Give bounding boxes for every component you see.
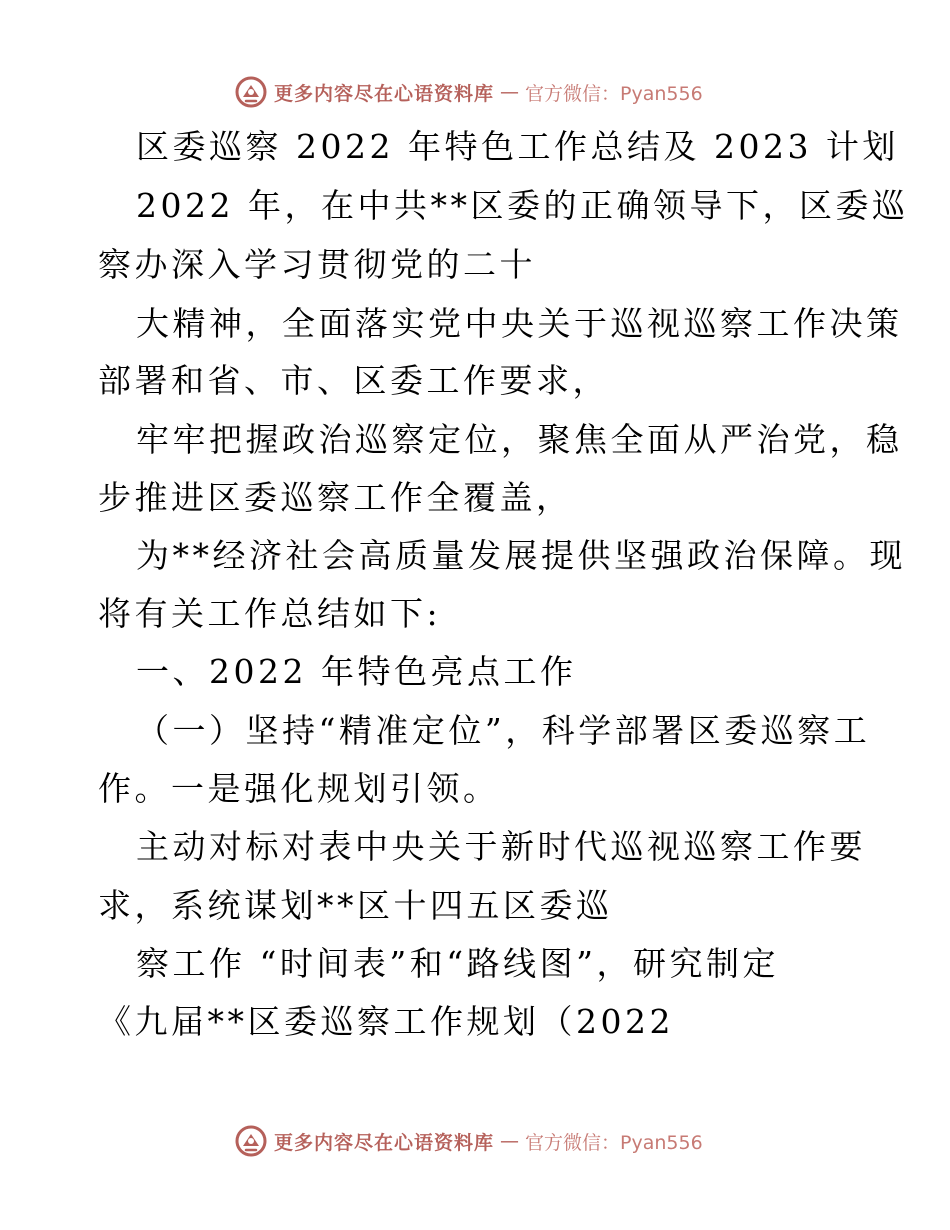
body-line-6: 步推进区委巡察工作全覆盖， bbox=[98, 478, 573, 517]
body-line-2: 察办深入学习贯彻党的二十 bbox=[98, 245, 536, 284]
body-line-13: 求，系统谋划**区十四五区委巡 bbox=[98, 886, 613, 925]
watermark-brand-text: 更多内容尽在心语资料库 bbox=[274, 1131, 495, 1154]
brand-logo-icon bbox=[234, 1124, 268, 1158]
body-line-12: 主动对标对表中央关于新时代巡视巡察工作要 bbox=[136, 827, 866, 866]
footer-watermark bbox=[234, 1121, 703, 1161]
body-line-8: 将有关工作总结如下: bbox=[98, 594, 442, 633]
section-heading-1: 一、2022 年特色亮点工作 bbox=[136, 652, 577, 691]
watermark-contact-text: 官方微信：Pyan556 bbox=[525, 1131, 703, 1154]
body-line-11: 作。一是强化规划引领。 bbox=[98, 769, 500, 808]
subsection-heading-1: （一）坚持“精准定位”，科学部署区委巡察工 bbox=[136, 711, 871, 750]
brand-logo-icon bbox=[234, 75, 268, 109]
watermark-dash: — bbox=[500, 1130, 520, 1152]
body-line-1: 2022 年，在中共**区委的正确领导下，区委巡 bbox=[136, 186, 909, 225]
watermark-brand-text: 更多内容尽在心语资料库 bbox=[274, 82, 495, 105]
document-title: 区委巡察 2022 年特色工作总结及 2023 计划 bbox=[136, 127, 899, 166]
header-watermark bbox=[234, 72, 703, 112]
body-line-4: 部署和省、市、区委工作要求， bbox=[98, 361, 609, 400]
body-line-7: 为**经济社会高质量发展提供坚强政治保障。现 bbox=[136, 536, 906, 575]
body-line-3: 大精神，全面落实党中央关于巡视巡察工作决策 bbox=[136, 304, 903, 343]
watermark-contact-text: 官方微信：Pyan556 bbox=[525, 82, 703, 105]
body-line-14: 察工作 “时间表”和“路线图”，研究制定 bbox=[136, 944, 779, 983]
body-line-15: 《九届**区委巡察工作规划（2022 bbox=[98, 1002, 674, 1041]
body-line-5: 牢牢把握政治巡察定位，聚焦全面从严治党，稳 bbox=[136, 420, 903, 459]
watermark-dash: — bbox=[500, 81, 520, 103]
